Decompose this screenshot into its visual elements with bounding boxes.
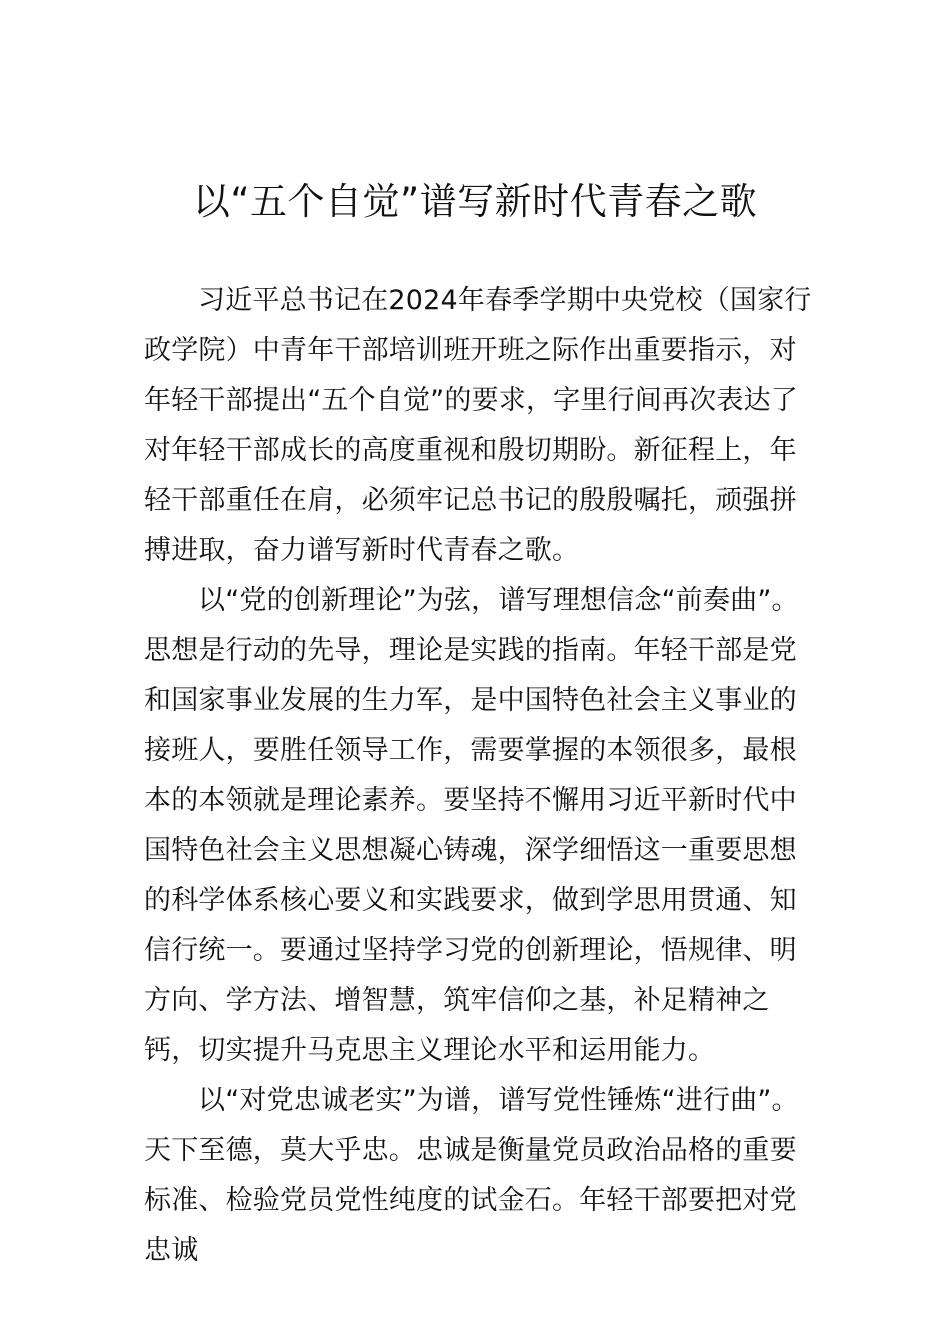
document-body [144,276,812,1276]
paragraph-theory: 以“党的创新理论”为弦，谱写理想信念“前奏曲”。思想是行动的先导，理论是实践的指南。年轻干部是党和国家事业发展的生力军，是中国特色社会主义事业的接班人，要胜任领导工作，需要掌握的本领很多，最根本的本领就是理论素养。要坚持不懈用习近平新时代中国特色社会主义思想凝心铸魂，深学细悟这一重要思想的科学体系核心要义和实践要求，做到学思用贯通、知信行统一。要通过坚持学习党的创新理论，悟规律、明方向、学方法、增智慧，筑牢信仰之基，补足精神之钙，切实提升马克思主义理论水平和运用能力。 [144,585,799,1066]
paragraph-intro: 习近平总书记在2024年春季学期中央党校（国家行政学院）中青年干部培训班开班之际作出重要指示，对年轻干部提出“五个自觉”的要求，字里行间再次表达了对年轻干部成长的高度重视和殷切期盼。新征程上，年轻干部重任在肩，必须牢记总书记的殷殷嘱托，顽强拼搏进取，奋力谱写新时代青春之歌。 [144,285,812,566]
paragraph-loyalty: 以“对党忠诚老实”为谱，谱写党性锤炼“进行曲”。天下至德，莫大乎忠。忠诚是衡量党员政治品格的重要标准、检验党员党性纯度的试金石。年轻干部要把对党忠诚 [144,1085,799,1266]
document-title: 以“五个自觉”谱写新时代青春之歌 [192,180,758,223]
